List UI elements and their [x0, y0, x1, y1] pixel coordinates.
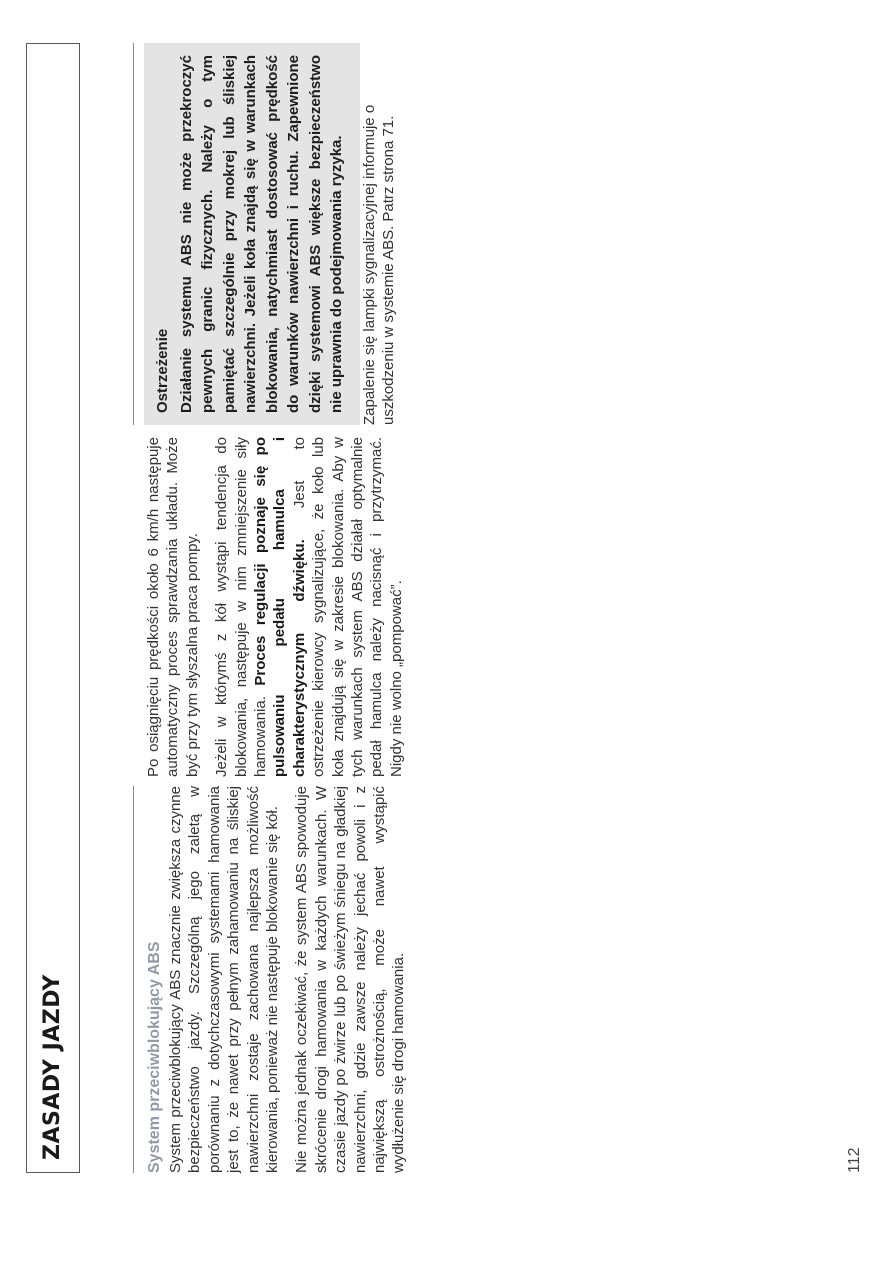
section-title: System przeciwblokujący ABS [146, 941, 163, 1173]
page-header-title: ZASADY JAZDY [40, 974, 65, 1160]
paragraph-text: Jest to ostrzeżenie kierowcy sygnalizujące, że koło lub koła znajdują się w zakresie blokowania. Aby w tych warunkach system ABS działał optymalnie pedał hamulca należy nacisnąć i przytrzymać. Nigdy nie wolno „pompować”. [290, 436, 405, 777]
column-abs-operation [144, 437, 416, 777]
page-number: 112 [846, 1147, 863, 1173]
paragraph: Po osiągnięciu prędkości około 6 km/h następuje automatyczny proces sprawdzania układu. Może być przy tym słyszalna praca pompy. [145, 437, 201, 777]
column3-top-rule [133, 43, 134, 425]
paragraph: Nie można jednak oczekiwać, że system ABS spowoduje skrócenie drogi hamowania w każdych warunkach. W czasie jazdy po żwirze lub po świeżym śniegu na gładkiej nawierzchni, gdzie zawsze należy jechać powoli i z największą ostrożnością, może nawet wystąpić wydłużenie się drogi hamowania. [293, 786, 408, 1173]
warning-lamp-note: Zapalenie się lampki sygnalizacyjnej informuje o uszkodzeniu w systemie ABS. Patrz strona 71. [360, 104, 397, 425]
paragraph-regulation [212, 437, 406, 777]
paragraph: System przeciwblokujący ABS znacznie zwiększa czynne bezpieczeństwo jazdy. Szczególną jego zaletą w porównaniu z dotychczasowymi systemami hamowania jest to, że nawet przy pełnym zahamowaniu na śliskiej nawierzchni zostaje zachowana najlepsza możliwość kierowania, ponieważ nie następuje blokowanie się kół. [167, 786, 282, 1173]
warning-box [144, 43, 360, 425]
paragraph-text: Jeżeli w którymś z kół wystąpi tendencja do blokowania, następuje w nim zmniejszenie siły hamowania. [213, 437, 270, 777]
paragraph-bold-text: Proces regulacji poznaje się po pulsowaniu pedału hamulca i charakterystycznym dźwięku. [252, 437, 308, 777]
header-box [26, 43, 80, 1173]
column1-top-rule [133, 786, 134, 1173]
warning-title: Ostrzeżenie [154, 328, 171, 413]
column-abs-intro [144, 786, 419, 1173]
column-warning [144, 43, 408, 425]
warning-text: Działanie systemu ABS nie może przekroczyć pewnych granic fizycznych. Należy o tym pamiętać szczególnie przy mokrej lub śliskiej nawierzchni. Jeżeli koła znajdą się w warunkach blokowania, natychmiast dostosować prędkość do warunków nawierzchni i ruchu. Zapewnione dzięki systemowi ABS większe bezpieczeństwo nie uprawnia do podejmowania ryzyka. [177, 55, 345, 413]
